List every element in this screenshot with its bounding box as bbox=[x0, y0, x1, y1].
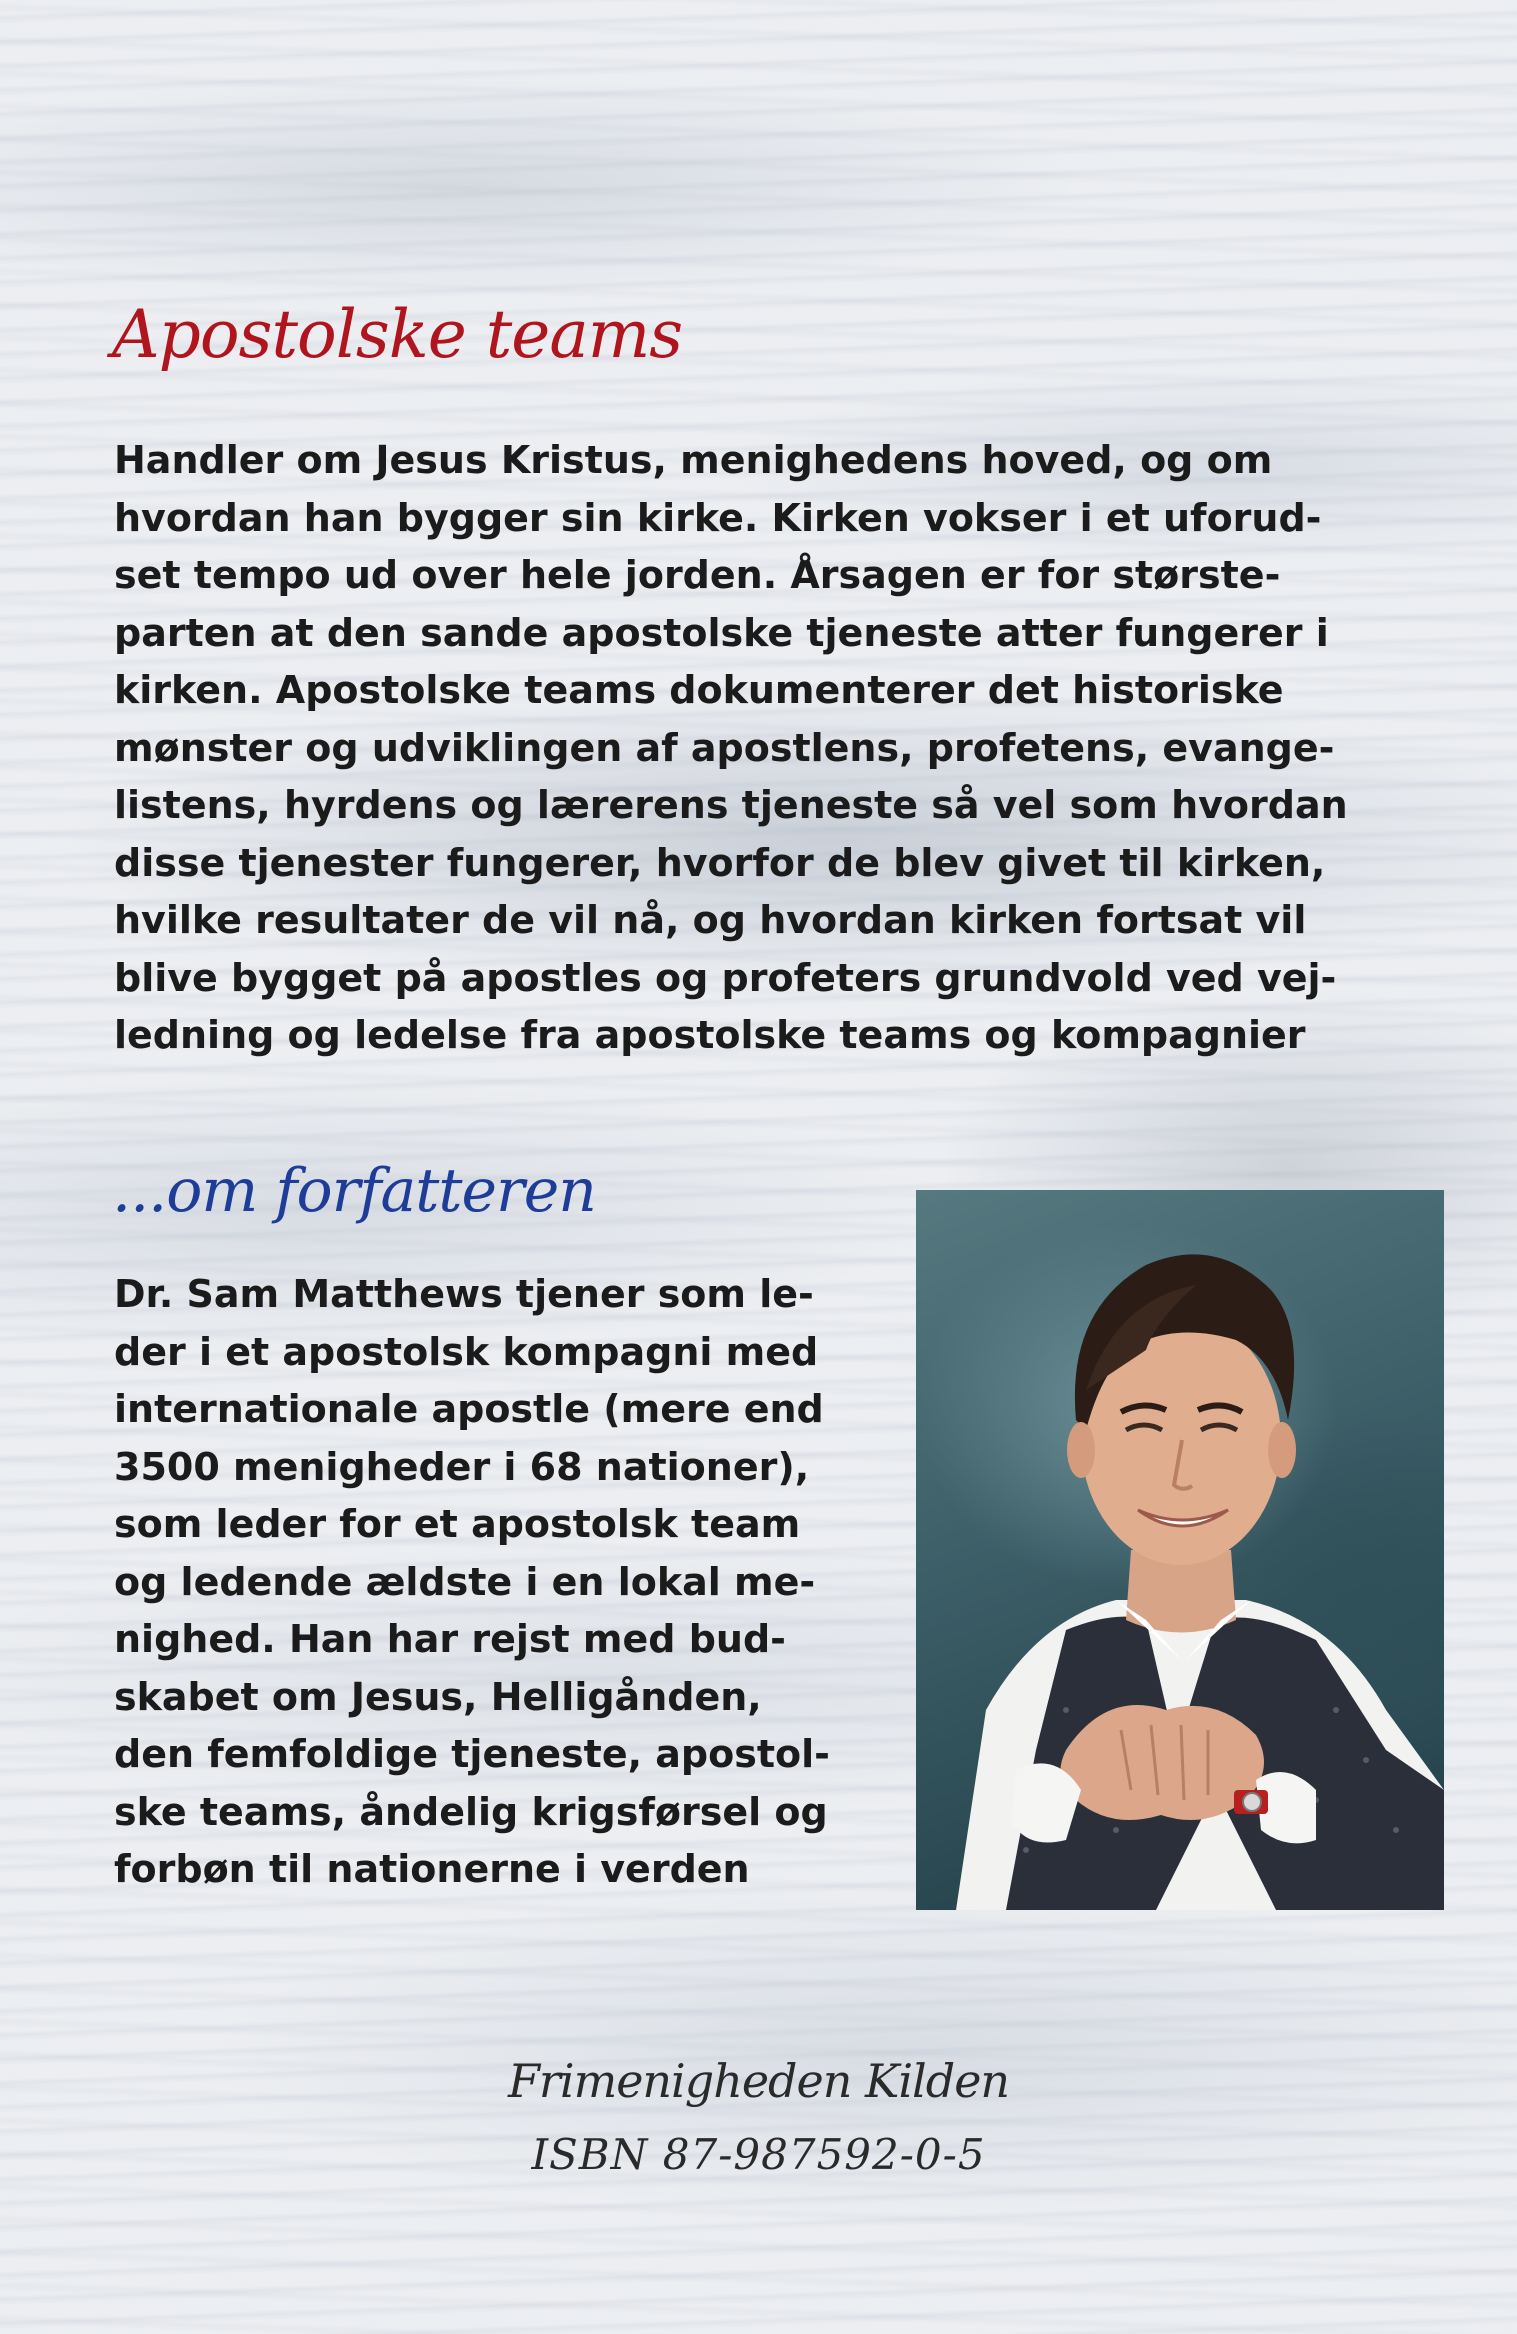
bio-line: skabet om Jesus, Helligånden, bbox=[114, 1674, 762, 1719]
author-photo bbox=[916, 1190, 1444, 1910]
description-line: kirken. Apostolske teams dokumenterer det historiske bbox=[114, 668, 1284, 712]
description-line: ledning og ledelse fra apostolske teams og kompagnier bbox=[114, 1013, 1306, 1057]
bio-line: nighed. Han har rejst med bud- bbox=[114, 1617, 786, 1661]
description-line: blive bygget på apostles og profeters grundvold ved vej- bbox=[114, 955, 1337, 1000]
bio-line: der i et apostolsk kompagni med bbox=[114, 1329, 819, 1374]
isbn-number: ISBN 87-987592-0-5 bbox=[531, 2130, 986, 2179]
bio-line: Dr. Sam Matthews tjener som le- bbox=[114, 1272, 814, 1316]
bio-line: som leder for et apostolsk team bbox=[114, 1502, 801, 1546]
description-line: listens, hyrdens og lærerens tjeneste så vel som hvordan bbox=[114, 783, 1348, 827]
author-heading: ...om forfatteren bbox=[112, 1156, 596, 1226]
bio-line: ske teams, åndelig krigsførsel og bbox=[114, 1789, 828, 1834]
author-portrait-illustration bbox=[916, 1190, 1444, 1910]
bio-line: forbøn til nationerne i verden bbox=[114, 1847, 750, 1891]
author-bio bbox=[114, 1266, 894, 1899]
book-title: Apostolske teams bbox=[112, 296, 683, 373]
description-line: parten at den sande apostolske tjeneste atter fungerer i bbox=[114, 610, 1329, 655]
bio-line: 3500 menigheder i 68 nationer), bbox=[114, 1444, 810, 1489]
publisher-name: Frimenigheden Kilden bbox=[507, 2054, 1010, 2108]
description-line: mønster og udviklingen af apostlens, profetens, evange- bbox=[114, 725, 1335, 770]
description-line: disse tjenester fungerer, hvorfor de blev givet til kirken, bbox=[114, 840, 1326, 885]
description-line: Handler om Jesus Kristus, menighedens hoved, og om bbox=[114, 438, 1273, 482]
description-line: hvilke resultater de vil nå, og hvordan kirken fortsat vil bbox=[114, 898, 1307, 942]
book-description bbox=[114, 432, 1434, 1065]
description-line: hvordan han bygger sin kirke. Kirken vokser i et uforud- bbox=[114, 495, 1322, 540]
bio-line: og ledende ældste i en lokal me- bbox=[114, 1559, 816, 1604]
description-line: set tempo ud over hele jorden. Årsagen er for største- bbox=[114, 553, 1281, 597]
bio-line: den femfoldige tjeneste, apostol- bbox=[114, 1732, 830, 1776]
bio-line: internationale apostle (mere end bbox=[114, 1387, 824, 1431]
